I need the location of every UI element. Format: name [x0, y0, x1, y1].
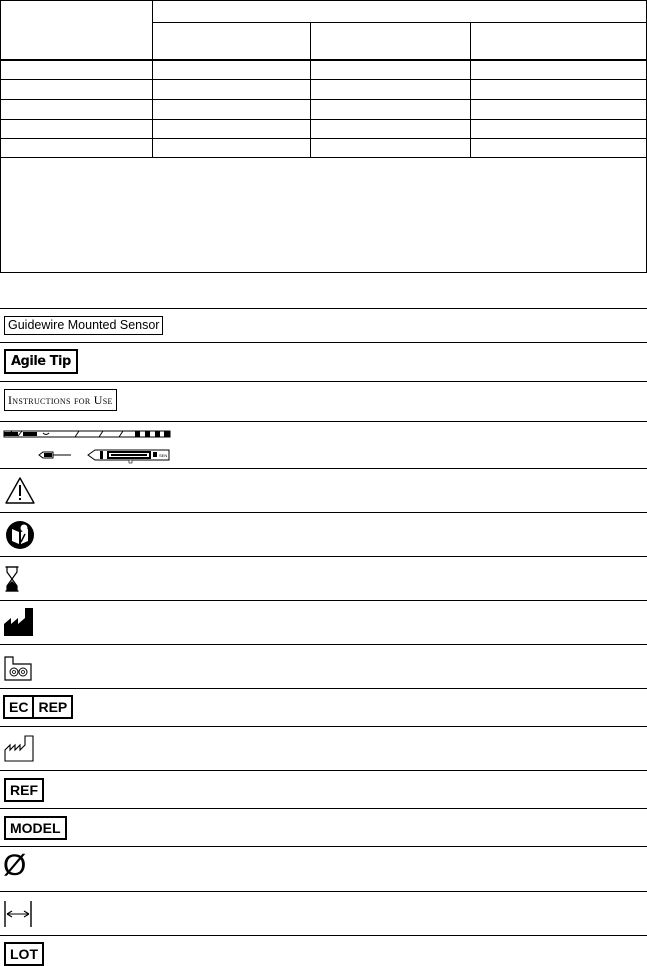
diameter-icon: Ø — [3, 849, 27, 882]
svg-text:SEN: SEN — [159, 453, 168, 458]
symbol-row — [0, 601, 647, 645]
symbol-row — [0, 645, 647, 689]
use-by-hourglass-icon — [5, 566, 19, 592]
sterilization-icon — [4, 653, 32, 681]
table-row-rule — [1, 138, 646, 139]
symbol-row — [0, 343, 647, 382]
symbol-row — [0, 892, 647, 936]
table-header-rule — [1, 59, 646, 61]
table-row-rule — [1, 157, 646, 158]
symbol-row — [0, 847, 647, 892]
table-row-rule — [1, 99, 646, 100]
ref-label: REF — [4, 778, 44, 802]
caution-triangle-icon — [5, 477, 35, 504]
specification-table — [0, 0, 647, 273]
ec-label: EC — [5, 697, 34, 717]
ec-rep-icon — [3, 695, 73, 719]
symbol-row — [0, 469, 647, 513]
table-row-rule — [1, 79, 646, 80]
symbol-row — [0, 689, 647, 727]
agile-tip-label: Agile Tip — [4, 349, 78, 374]
guidewire-sensor-diagram-icon — [3, 428, 171, 464]
symbol-row — [0, 422, 647, 469]
date-of-manufacture-icon — [4, 735, 34, 762]
guidewire-mounted-sensor-label: Guidewire Mounted Sensor — [4, 316, 163, 335]
model-label: MODEL — [4, 816, 67, 840]
lot-label: LOT — [4, 942, 44, 966]
symbol-row — [0, 727, 647, 771]
rep-label: REP — [38, 699, 68, 715]
consult-ifu-icon — [5, 520, 35, 550]
symbol-row — [0, 513, 647, 557]
symbol-row — [0, 557, 647, 601]
manufacturer-icon — [4, 608, 34, 637]
symbol-row — [0, 382, 647, 422]
symbol-row — [0, 936, 647, 965]
symbol-row — [0, 771, 647, 809]
instructions-for-use-label: Instructions for Use — [4, 389, 117, 411]
table-row-rule — [1, 119, 646, 120]
symbol-row — [0, 309, 647, 343]
symbol-row — [0, 809, 647, 847]
length-arrow-icon — [4, 900, 32, 928]
table-divider — [153, 22, 646, 23]
